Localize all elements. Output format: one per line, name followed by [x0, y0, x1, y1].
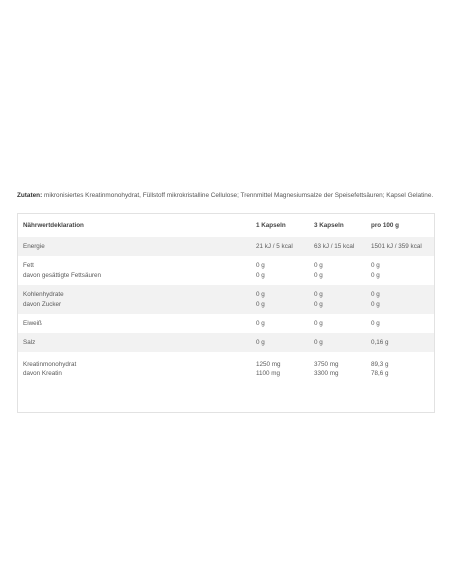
table-row-protein [18, 314, 434, 333]
value-line: 0 g [256, 300, 265, 308]
header-1-capsule: 1 Kapseln [256, 221, 286, 229]
value-line: 21 kJ / 5 kcal [256, 242, 293, 250]
row-label-line: Kreatinmonohydrat [23, 360, 77, 368]
row-sublabel-line: davon gesättigte Fettsäuren [23, 271, 102, 279]
value-1-capsule [256, 290, 314, 309]
row-sublabel-line: davon Zucker [23, 300, 62, 308]
value-line: 1501 kJ / 359 kcal [371, 242, 422, 250]
value-per-100g [371, 360, 434, 379]
value-1-capsule [256, 338, 314, 348]
table-header-row [18, 214, 434, 237]
value-line: 1250 mg [256, 360, 281, 368]
value-line: 3300 mg [314, 370, 339, 377]
row-label [18, 242, 256, 252]
ingredients-text [17, 192, 437, 200]
value-1-capsule [256, 242, 314, 252]
value-3-capsules [314, 338, 371, 348]
value-line: 0 g [314, 319, 323, 327]
value-1-capsule [256, 360, 314, 379]
value-per-100g [371, 319, 434, 329]
row-label-line: Salz [23, 338, 36, 346]
row-label-line: Energie [23, 242, 45, 250]
value-3-capsules [314, 261, 371, 280]
row-label-line: Kohlenhydrate [23, 291, 64, 298]
value-1-capsule [256, 261, 314, 280]
value-line: 0 g [371, 300, 380, 308]
value-line: 0 g [256, 319, 265, 327]
value-line: 0 g [371, 271, 380, 279]
row-label-line: Eiweiß [23, 319, 42, 327]
table-row-carbohydrates [18, 285, 434, 314]
row-label [18, 338, 256, 348]
value-line: 0 g [314, 262, 323, 269]
value-line: 78,6 g [371, 370, 389, 377]
value-line: 0 g [256, 291, 265, 298]
row-label [18, 290, 256, 309]
value-line: 0,16 g [371, 338, 389, 346]
value-line: 1100 mg [256, 370, 281, 377]
table-row-energy [18, 237, 434, 256]
table-row-salt [18, 333, 434, 352]
value-line: 0 g [371, 319, 380, 327]
header-nutrition-declaration: Nährwertdeklaration [23, 221, 84, 229]
value-line: 0 g [314, 291, 323, 298]
value-line: 0 g [256, 271, 265, 279]
row-label [18, 261, 256, 280]
table-row-fat [18, 256, 434, 285]
header-per-100g: pro 100 g [371, 221, 399, 229]
header-3-capsules: 3 Kapseln [314, 221, 344, 229]
value-per-100g [371, 261, 434, 280]
value-line: 0 g [371, 262, 380, 269]
row-sublabel-line: davon Kreatin [23, 370, 62, 377]
value-line: 0 g [371, 291, 380, 298]
value-per-100g [371, 290, 434, 309]
row-label-line: Fett [23, 262, 34, 269]
value-per-100g [371, 338, 434, 348]
value-line: 0 g [314, 271, 323, 279]
value-line: 0 g [256, 338, 265, 346]
value-3-capsules [314, 360, 371, 379]
nutrition-table [17, 213, 435, 413]
value-line: 3750 mg [314, 360, 339, 368]
value-per-100g [371, 242, 434, 252]
ingredients-list: mikronisiertes Kreatinmonohydrat, Füllstoff mikrokristalline Cellulose; Trennmittel Magnesiumsalze der Speisefettsäuren; Kapsel Gelatine. [42, 192, 434, 199]
value-line: 0 g [256, 262, 265, 269]
value-3-capsules [314, 290, 371, 309]
value-line: 0 g [314, 338, 323, 346]
table-bottom-spacer [18, 386, 434, 412]
value-line: 89,3 g [371, 360, 389, 368]
value-3-capsules [314, 319, 371, 329]
value-line: 0 g [314, 300, 323, 308]
ingredients-label: Zutaten: [17, 192, 43, 199]
value-line: 63 kJ / 15 kcal [314, 242, 355, 250]
row-label [18, 360, 256, 379]
table-row-creatine [18, 352, 434, 386]
row-label [18, 319, 256, 329]
value-3-capsules [314, 242, 371, 252]
value-1-capsule [256, 319, 314, 329]
